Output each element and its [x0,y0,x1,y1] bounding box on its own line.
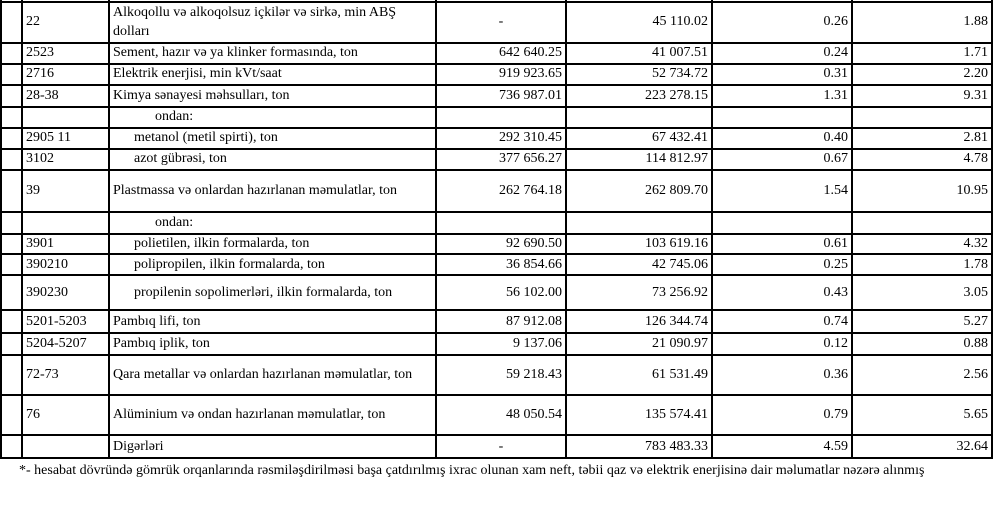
table-row [1,254,992,275]
table-row [1,170,992,212]
cell-left-margin [1,85,22,107]
cell-value-3: 1.54 [712,170,852,212]
cell-value-1: 919 923.65 [436,64,566,85]
cell-value-1: 642 640.25 [436,43,566,64]
cell-value-3: 0.24 [712,43,852,64]
cell-value-1: - [436,2,566,43]
table-row [1,85,992,107]
cell-value-4: 4.32 [852,234,992,254]
cell-value-4 [852,107,992,128]
cell-name: Kimya sənayesi məhsulları, ton [109,85,436,107]
cell-value-2: 61 531.49 [566,355,712,395]
cell-name: ondan: [109,107,436,128]
cell-name: Qara metallar və onlardan hazırlanan məmulatlar, ton [109,355,436,395]
cell-value-3: 0.61 [712,234,852,254]
cell-value-1 [436,212,566,234]
cell-value-2: 21 090.97 [566,333,712,355]
cell-value-2: 41 007.51 [566,43,712,64]
cell-left-margin [1,128,22,149]
cell-left-margin [1,149,22,170]
cell-code: 2716 [22,64,109,85]
table-row [1,355,992,395]
cell-value-3: 0.79 [712,395,852,435]
cell-value-4: 32.64 [852,435,992,458]
cell-code: 390230 [22,275,109,310]
cell-value-3: 0.26 [712,2,852,43]
cell-value-4: 1.71 [852,43,992,64]
cell-name: Sement, hazır və ya klinker formasında, ton [109,43,436,64]
cell-value-3: 1.31 [712,85,852,107]
cell-value-3 [712,212,852,234]
cell-value-4: 9.31 [852,85,992,107]
table-row [1,395,992,435]
cell-value-1: 48 050.54 [436,395,566,435]
table-row [1,212,992,234]
cell-left-margin [1,333,22,355]
cell-value-4: 2.20 [852,64,992,85]
cell-code: 22 [22,2,109,43]
cell-code [22,212,109,234]
cell-value-1: 292 310.45 [436,128,566,149]
cell-code: 76 [22,395,109,435]
cell-value-3: 4.59 [712,435,852,458]
table-row [1,234,992,254]
cell-value-2 [566,107,712,128]
cell-name: azot gübrəsi, ton [109,149,436,170]
cell-value-1: 9 137.06 [436,333,566,355]
cell-value-3: 0.25 [712,254,852,275]
cell-code: 390210 [22,254,109,275]
cell-value-3: 0.67 [712,149,852,170]
cell-name: Pambıq iplik, ton [109,333,436,355]
cell-value-1: 736 987.01 [436,85,566,107]
cell-value-3: 0.12 [712,333,852,355]
cell-left-margin [1,310,22,333]
cell-code: 5204-5207 [22,333,109,355]
table-row [1,310,992,333]
cell-value-2: 42 745.06 [566,254,712,275]
cell-code: 3901 [22,234,109,254]
cell-value-2: 67 432.41 [566,128,712,149]
cell-value-2: 262 809.70 [566,170,712,212]
cell-value-4: 2.56 [852,355,992,395]
cell-left-margin [1,64,22,85]
table-row [1,64,992,85]
cell-value-4: 5.27 [852,310,992,333]
cell-left-margin [1,275,22,310]
cell-code: 2523 [22,43,109,64]
cell-value-2: 223 278.15 [566,85,712,107]
cell-name: Alüminium və ondan hazırlanan məmulatlar, ton [109,395,436,435]
cell-value-2: 52 734.72 [566,64,712,85]
cell-code: 39 [22,170,109,212]
cell-value-2: 783 483.33 [566,435,712,458]
cell-value-1: 56 102.00 [436,275,566,310]
cell-name: Plastmassa və onlardan hazırlanan məmulatlar, ton [109,170,436,212]
cell-code: 72-73 [22,355,109,395]
cell-value-4: 1.88 [852,2,992,43]
cell-value-4: 10.95 [852,170,992,212]
table-row [1,128,992,149]
cell-value-3: 0.40 [712,128,852,149]
cell-left-margin [1,234,22,254]
cell-name: Digərləri [109,435,436,458]
cell-value-2: 135 574.41 [566,395,712,435]
cell-value-4 [852,212,992,234]
cell-value-3: 0.43 [712,275,852,310]
cell-left-margin [1,355,22,395]
cell-code [22,107,109,128]
cell-name: metanol (metil spirti), ton [109,128,436,149]
commodity-table-body [1,0,992,458]
cell-left-margin [1,107,22,128]
cell-left-margin [1,212,22,234]
cell-value-1: 87 912.08 [436,310,566,333]
cell-code: 2905 11 [22,128,109,149]
cell-left-margin [1,395,22,435]
cell-value-4: 3.05 [852,275,992,310]
table-row [1,275,992,310]
cell-value-1: 36 854.66 [436,254,566,275]
cell-value-1: 262 764.18 [436,170,566,212]
cell-value-2: 126 344.74 [566,310,712,333]
cell-left-margin [1,43,22,64]
cell-value-3: 0.74 [712,310,852,333]
cell-value-1: - [436,435,566,458]
cell-value-2: 114 812.97 [566,149,712,170]
cell-code: 5201-5203 [22,310,109,333]
cell-value-4: 5.65 [852,395,992,435]
cell-name: ondan: [109,212,436,234]
cell-value-2: 73 256.92 [566,275,712,310]
cell-name: polipropilen, ilkin formalarda, ton [109,254,436,275]
table-row [1,435,992,458]
cell-value-4: 2.81 [852,128,992,149]
table-row [1,43,992,64]
cell-value-1 [436,107,566,128]
cell-left-margin [1,435,22,458]
cell-value-1: 59 218.43 [436,355,566,395]
table-row [1,107,992,128]
cell-value-2: 103 619.16 [566,234,712,254]
cell-name: Pambıq lifi, ton [109,310,436,333]
cell-value-3 [712,107,852,128]
cell-value-1: 92 690.50 [436,234,566,254]
cell-value-3: 0.31 [712,64,852,85]
cell-value-2: 45 110.02 [566,2,712,43]
cell-value-2 [566,212,712,234]
cell-code: 28-38 [22,85,109,107]
cell-name: Alkoqollu və alkoqolsuz içkilər və sirkə, min ABŞ dolları [109,2,436,43]
cell-value-3: 0.36 [712,355,852,395]
table-row [1,149,992,170]
cell-name: Elektrik enerjisi, min kVt/saat [109,64,436,85]
cell-left-margin [1,254,22,275]
cell-value-1: 377 656.27 [436,149,566,170]
cell-left-margin [1,170,22,212]
table-row [1,2,992,43]
cell-value-4: 0.88 [852,333,992,355]
table-row [1,333,992,355]
footnote: *- hesabat dövründə gömrük orqanlarında rəsmiləşdirilməsi başa çatdırılmış ixrac olunan xam neft, təbii qaz və elektrik enerjisinə dair məlumatlar nəzərə alınmış [19,463,925,479]
cell-value-4: 4.78 [852,149,992,170]
cell-name: propilenin sopolimerləri, ilkin formalarda, ton [109,275,436,310]
cell-name: polietilen, ilkin formalarda, ton [109,234,436,254]
cell-value-4: 1.78 [852,254,992,275]
cell-left-margin [1,2,22,43]
cell-code [22,435,109,458]
cell-code: 3102 [22,149,109,170]
